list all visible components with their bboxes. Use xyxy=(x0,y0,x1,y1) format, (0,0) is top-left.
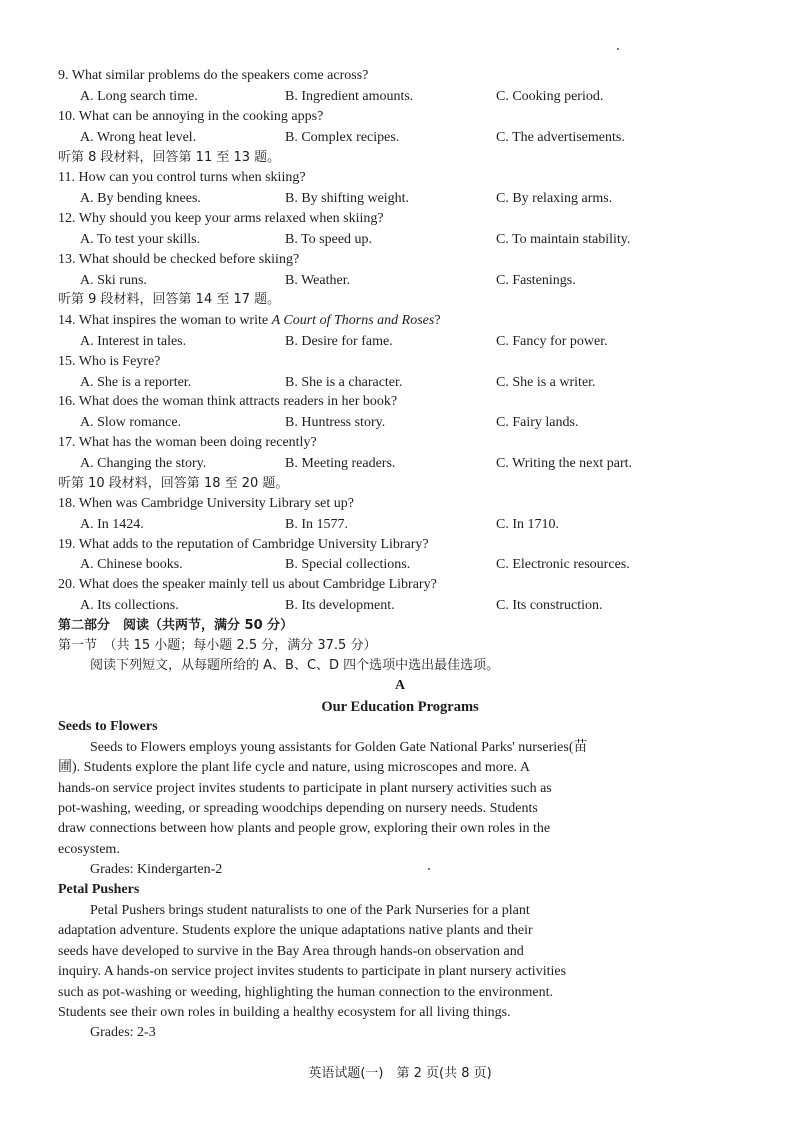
option-c: C. Fairy lands. xyxy=(496,415,579,430)
question-15: 15. Who is Feyre? xyxy=(58,354,161,369)
question-20: 20. What does the speaker mainly tell us about Cambridge Library? xyxy=(58,577,437,592)
option-a: A. Long search time. xyxy=(80,89,198,104)
option-a: A. In 1424. xyxy=(80,517,144,532)
question-16: 16. What does the woman think attracts readers in her book? xyxy=(58,394,398,409)
option-a: A. By bending knees. xyxy=(80,191,201,206)
option-c: C. In 1710. xyxy=(496,517,559,532)
book-title: A Court of Thorns and Roses xyxy=(271,313,435,328)
option-c: C. To maintain stability. xyxy=(496,232,631,247)
option-a: A. Wrong heat level. xyxy=(80,130,197,145)
option-c: C. Fastenings. xyxy=(496,273,576,288)
option-c: C. Its construction. xyxy=(496,598,603,613)
program-grades: Grades: Kindergarten-2 xyxy=(90,862,223,877)
part2-section1: 第一节 （共 15 小题；每小题 2.5 分，满分 37.5 分） xyxy=(58,638,377,653)
option-a: A. Changing the story. xyxy=(80,456,207,471)
question-18: 18. When was Cambridge University Library set up? xyxy=(58,496,355,511)
option-b: B. To speed up. xyxy=(285,232,373,247)
question-mark: ? xyxy=(434,313,441,328)
scan-speck xyxy=(617,48,619,50)
page-footer: 英语试题(一) 第 2 页(共 8 页) xyxy=(308,1066,492,1081)
option-b: B. In 1577. xyxy=(285,517,348,532)
option-a: A. Chinese books. xyxy=(80,557,183,572)
question-14 xyxy=(58,311,441,331)
text-line: 圃). Students explore the plant life cycle and nature, using microscopes and more. A xyxy=(58,760,530,775)
question-12: 12. Why should you keep your arms relaxed when skiing? xyxy=(58,211,384,226)
option-b: B. She is a character. xyxy=(285,375,403,390)
option-c: C. Writing the next part. xyxy=(496,456,633,471)
option-c: C. By relaxing arms. xyxy=(496,191,613,206)
section-instruction: 听第 10 段材料，回答第 18 至 20 题。 xyxy=(58,476,289,491)
option-a: A. She is a reporter. xyxy=(80,375,192,390)
option-a: A. Ski runs. xyxy=(80,273,147,288)
text-line: such as pot-washing or weeding, highlighting the human connection to the environment. xyxy=(58,985,553,1000)
text-line: pot-washing, weeding, or spreading woodchips depending on nursery needs. Students xyxy=(58,801,538,816)
question-9: 9. What similar problems do the speakers come across? xyxy=(58,68,369,83)
option-a: A. Slow romance. xyxy=(80,415,182,430)
option-a: A. Its collections. xyxy=(80,598,179,613)
text-line: Seeds to Flowers employs young assistants for Golden Gate National Parks' nurseries(苗 xyxy=(90,740,588,755)
text-line: seeds have developed to survive in the Bay Area through hands-on observation and xyxy=(58,944,524,959)
passage-title: Our Education Programs xyxy=(321,699,479,715)
option-b: B. Special collections. xyxy=(285,557,411,572)
passage-letter: A xyxy=(394,678,406,693)
option-b: B. By shifting weight. xyxy=(285,191,410,206)
question-13: 13. What should be checked before skiing? xyxy=(58,252,300,267)
option-c: C. Electronic resources. xyxy=(496,557,630,572)
text-line: ecosystem. xyxy=(58,842,120,857)
question-text: 14. What inspires the woman to write xyxy=(58,313,269,328)
option-b: B. Meeting readers. xyxy=(285,456,396,471)
option-b: B. Complex recipes. xyxy=(285,130,400,145)
text-line: hands-on service project invites students to participate in plant nursery activities such as xyxy=(58,781,552,796)
option-c: C. She is a writer. xyxy=(496,375,596,390)
text-line: Petal Pushers brings student naturalists to one of the Park Nurseries for a plant xyxy=(90,903,530,918)
option-a: A. To test your skills. xyxy=(80,232,201,247)
option-c: C. Fancy for power. xyxy=(496,334,608,349)
question-10: 10. What can be annoying in the cooking apps? xyxy=(58,109,324,124)
option-c: C. The advertisements. xyxy=(496,130,625,145)
question-17: 17. What has the woman been doing recently? xyxy=(58,435,317,450)
option-b: B. Huntress story. xyxy=(285,415,386,430)
option-b: B. Its development. xyxy=(285,598,395,613)
option-c: C. Cooking period. xyxy=(496,89,604,104)
section-instruction: 听第 8 段材料，回答第 11 至 13 题。 xyxy=(58,150,281,165)
program-name: Petal Pushers xyxy=(58,882,140,897)
text-line: adaptation adventure. Students explore the unique adaptations native plants and their xyxy=(58,923,533,938)
question-19: 19. What adds to the reputation of Cambridge University Library? xyxy=(58,537,429,552)
option-b: B. Weather. xyxy=(285,273,351,288)
program-name: Seeds to Flowers xyxy=(58,719,158,734)
option-b: B. Ingredient amounts. xyxy=(285,89,414,104)
option-a: A. Interest in tales. xyxy=(80,334,187,349)
text-line: draw connections between how plants and people grow, exploring their own roles in the xyxy=(58,821,551,836)
scan-speck xyxy=(428,868,430,870)
text-line: Students see their own roles in building a healthy ecosystem for all living things. xyxy=(58,1005,511,1020)
text-line: inquiry. A hands-on service project invites students to participate in plant nursery activities xyxy=(58,964,567,979)
part2-title: 第二部分 阅读（共两节，满分 50 分） xyxy=(58,618,294,633)
option-b: B. Desire for fame. xyxy=(285,334,393,349)
program-grades: Grades: 2-3 xyxy=(90,1025,156,1040)
question-11: 11. How can you control turns when skiing? xyxy=(58,170,306,185)
part2-instruction: 阅读下列短文，从每题所给的 A、B、C、D 四个选项中选出最佳选项。 xyxy=(90,658,500,673)
section-instruction: 听第 9 段材料，回答第 14 至 17 题。 xyxy=(58,292,281,307)
